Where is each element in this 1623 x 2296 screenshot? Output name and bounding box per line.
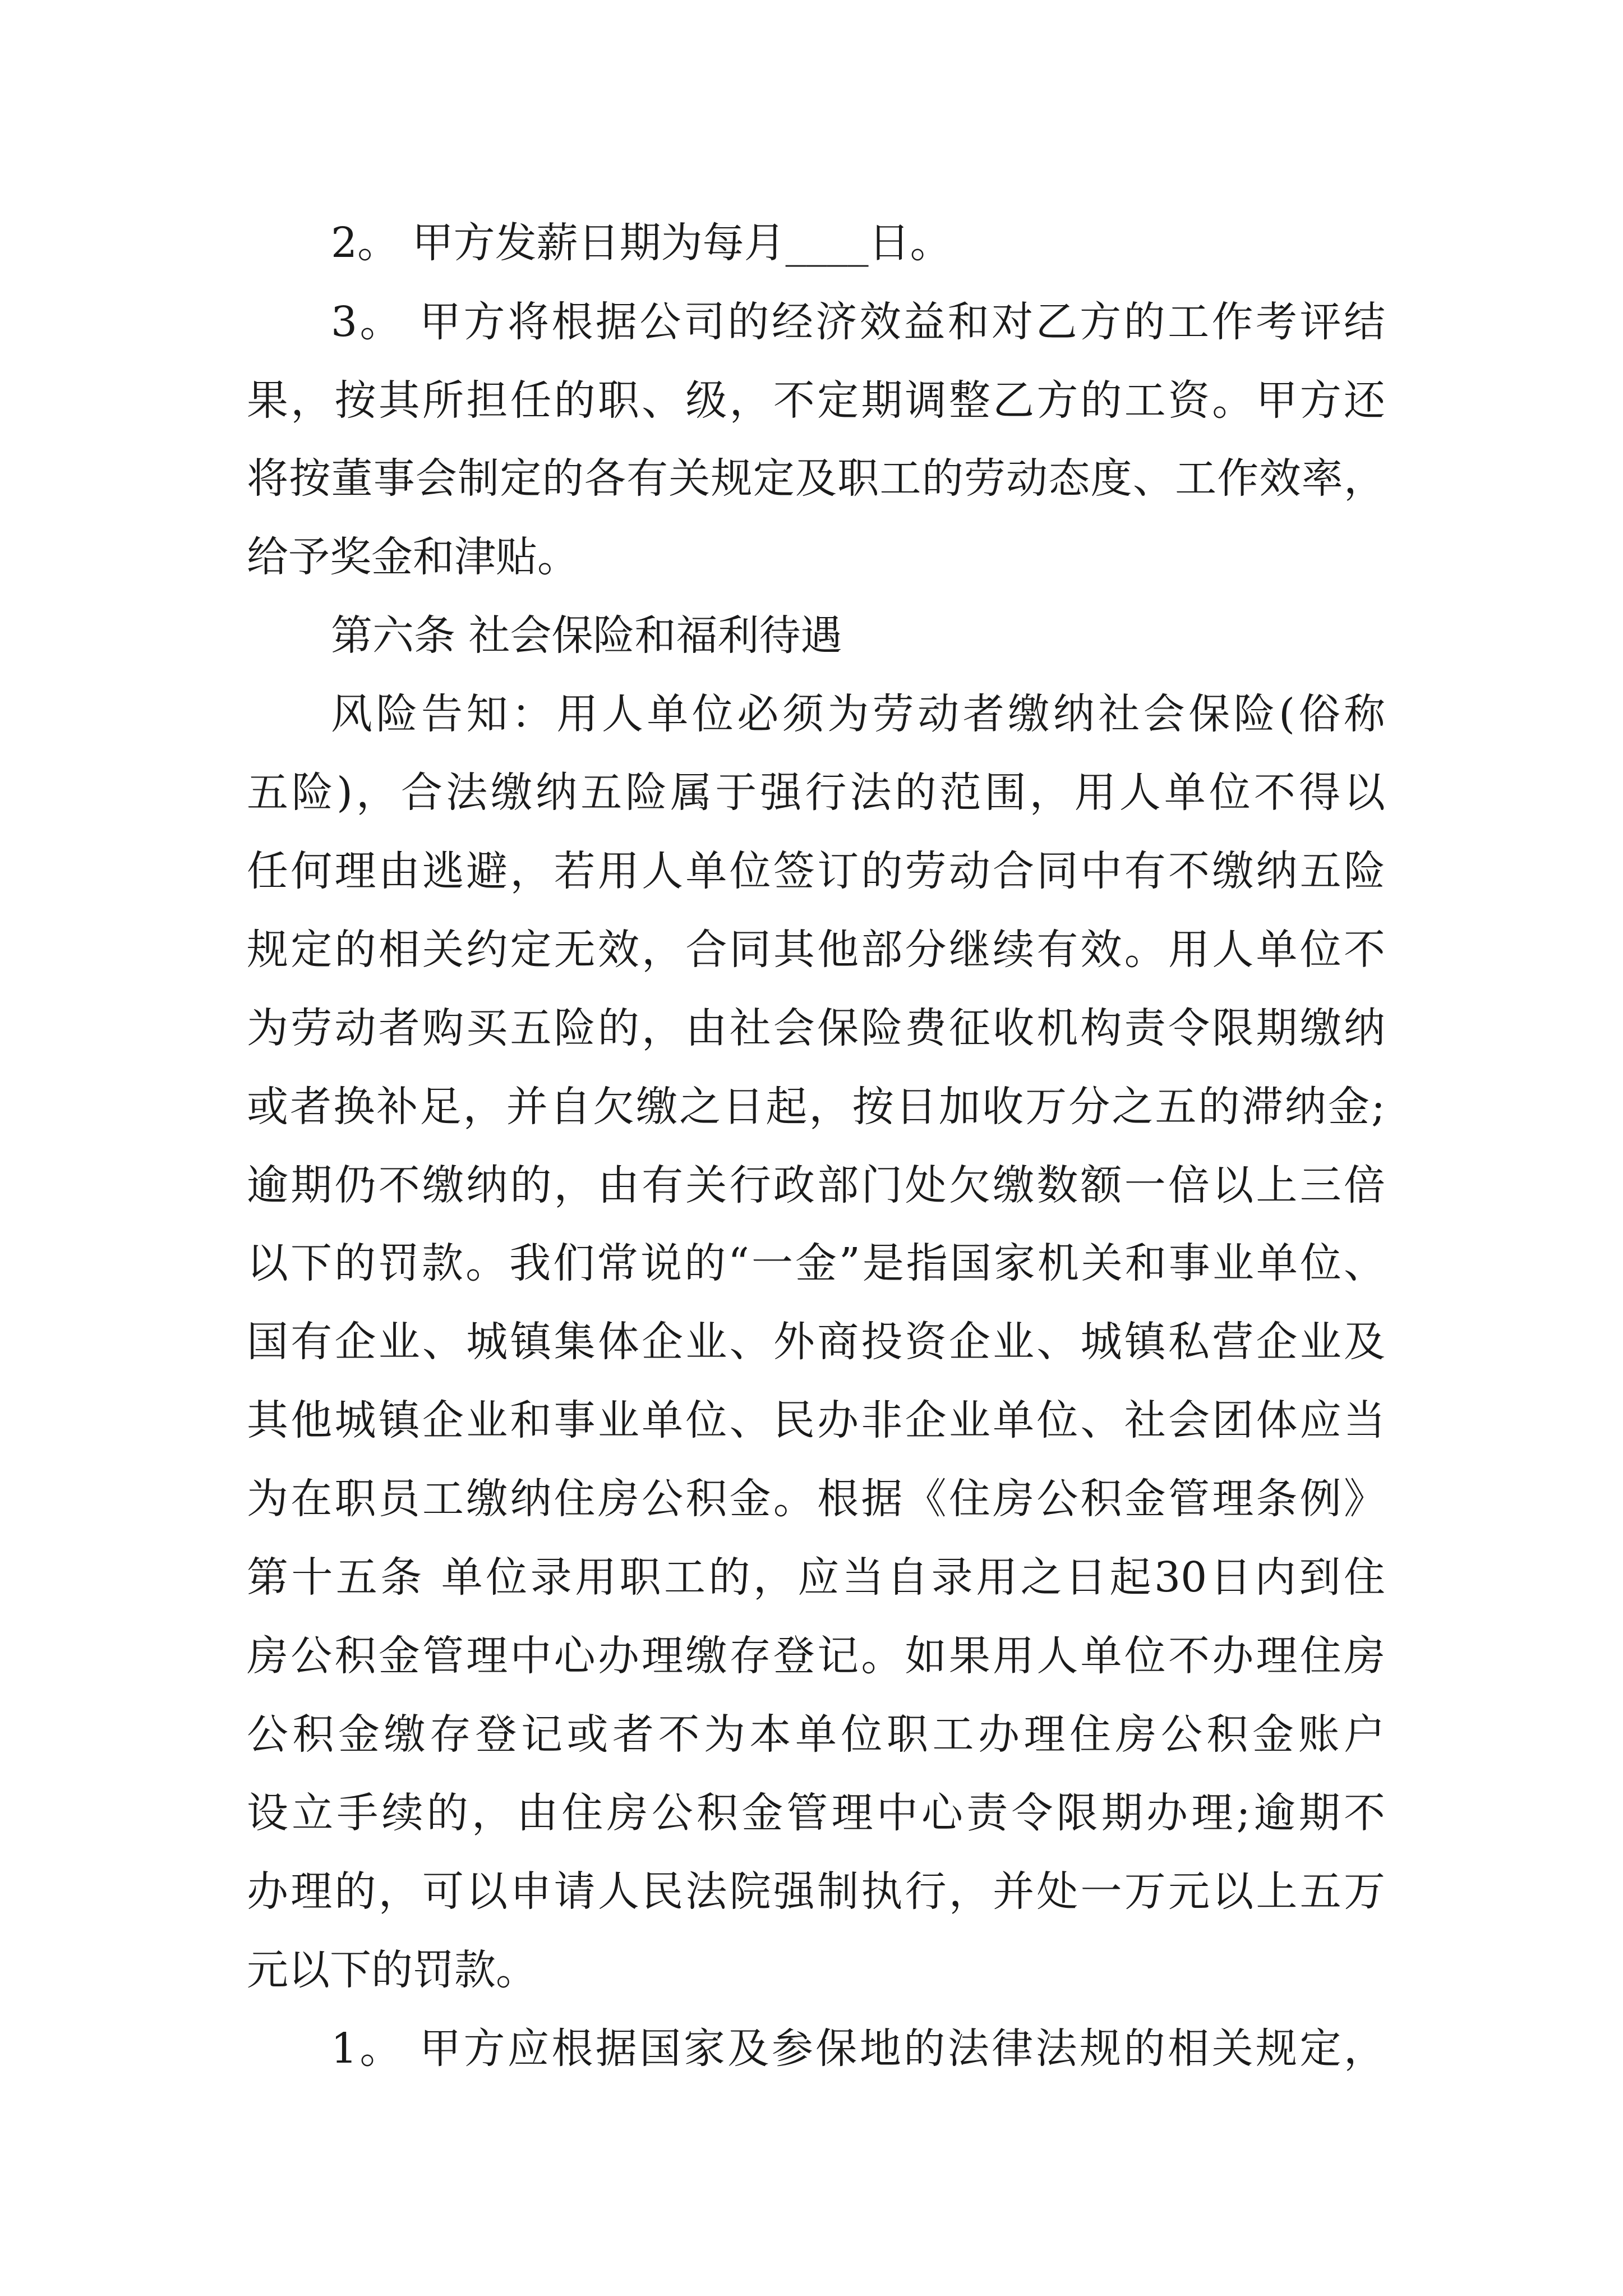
paragraph-line: 果，按其所担任的职、级，不定期调整乙方的工资。甲方还 [247,376,1385,425]
paragraph-line: 五险)，合法缴纳五险属于强行法的范围，用人单位不得以 [247,769,1385,817]
paragraph-line: 第十五条 单位录用职工的，应当自录用之日起30日内到住 [247,1553,1385,1602]
paragraph-line: 其他城镇企业和事业单位、民办非企业单位、社会团体应当 [247,1396,1385,1444]
paragraph-line: 给予奖金和津贴。 [247,533,579,581]
paragraph-line: 元以下的罚款。 [247,1946,537,1994]
paragraph-line: 2。 甲方发薪日期为每月____日。 [331,219,952,267]
paragraph-line: 设立手续的，由住房公积金管理中心责令限期办理;逾期不 [247,1789,1385,1837]
paragraph-line: 3。 甲方将根据公司的经济效益和对乙方的工作考评结 [331,298,1385,346]
section-heading: 第六条 社会保险和福利待遇 [331,611,842,660]
paragraph-line: 以下的罚款。我们常说的“一金”是指国家机关和事业单位、 [247,1239,1385,1287]
paragraph-line: 任何理由逃避，若用人单位签订的劳动合同中有不缴纳五险 [247,847,1385,895]
paragraph-line: 为劳动者购买五险的，由社会保险费征收机构责令限期缴纳 [247,1004,1385,1052]
paragraph-line: 国有企业、城镇集体企业、外商投资企业、城镇私营企业及 [247,1318,1385,1366]
paragraph-line: 逾期仍不缴纳的，由有关行政部门处欠缴数额一倍以上三倍 [247,1161,1385,1209]
paragraph-line: 1。 甲方应根据国家及参保地的法律法规的相关规定， [331,2024,1385,2073]
paragraph-line: 风险告知：用人单位必须为劳动者缴纳社会保险(俗称 [331,690,1385,738]
paragraph-line: 办理的，可以申请人民法院强制执行，并处一万元以上五万 [247,1867,1385,1916]
paragraph-line: 为在职员工缴纳住房公积金。根据《住房公积金管理条例》 [247,1475,1385,1523]
paragraph-line: 公积金缴存登记或者不为本单位职工办理住房公积金账户 [247,1710,1385,1759]
paragraph-line: 将按董事会制定的各有关规定及职工的劳动态度、工作效率， [247,454,1385,503]
paragraph-line: 规定的相关约定无效，合同其他部分继续有效。用人单位不 [247,926,1385,974]
paragraph-line: 房公积金管理中心办理缴存登记。如果用人单位不办理住房 [247,1632,1385,1680]
paragraph-line: 或者换补足，并自欠缴之日起，按日加收万分之五的滞纳金; [247,1083,1385,1131]
